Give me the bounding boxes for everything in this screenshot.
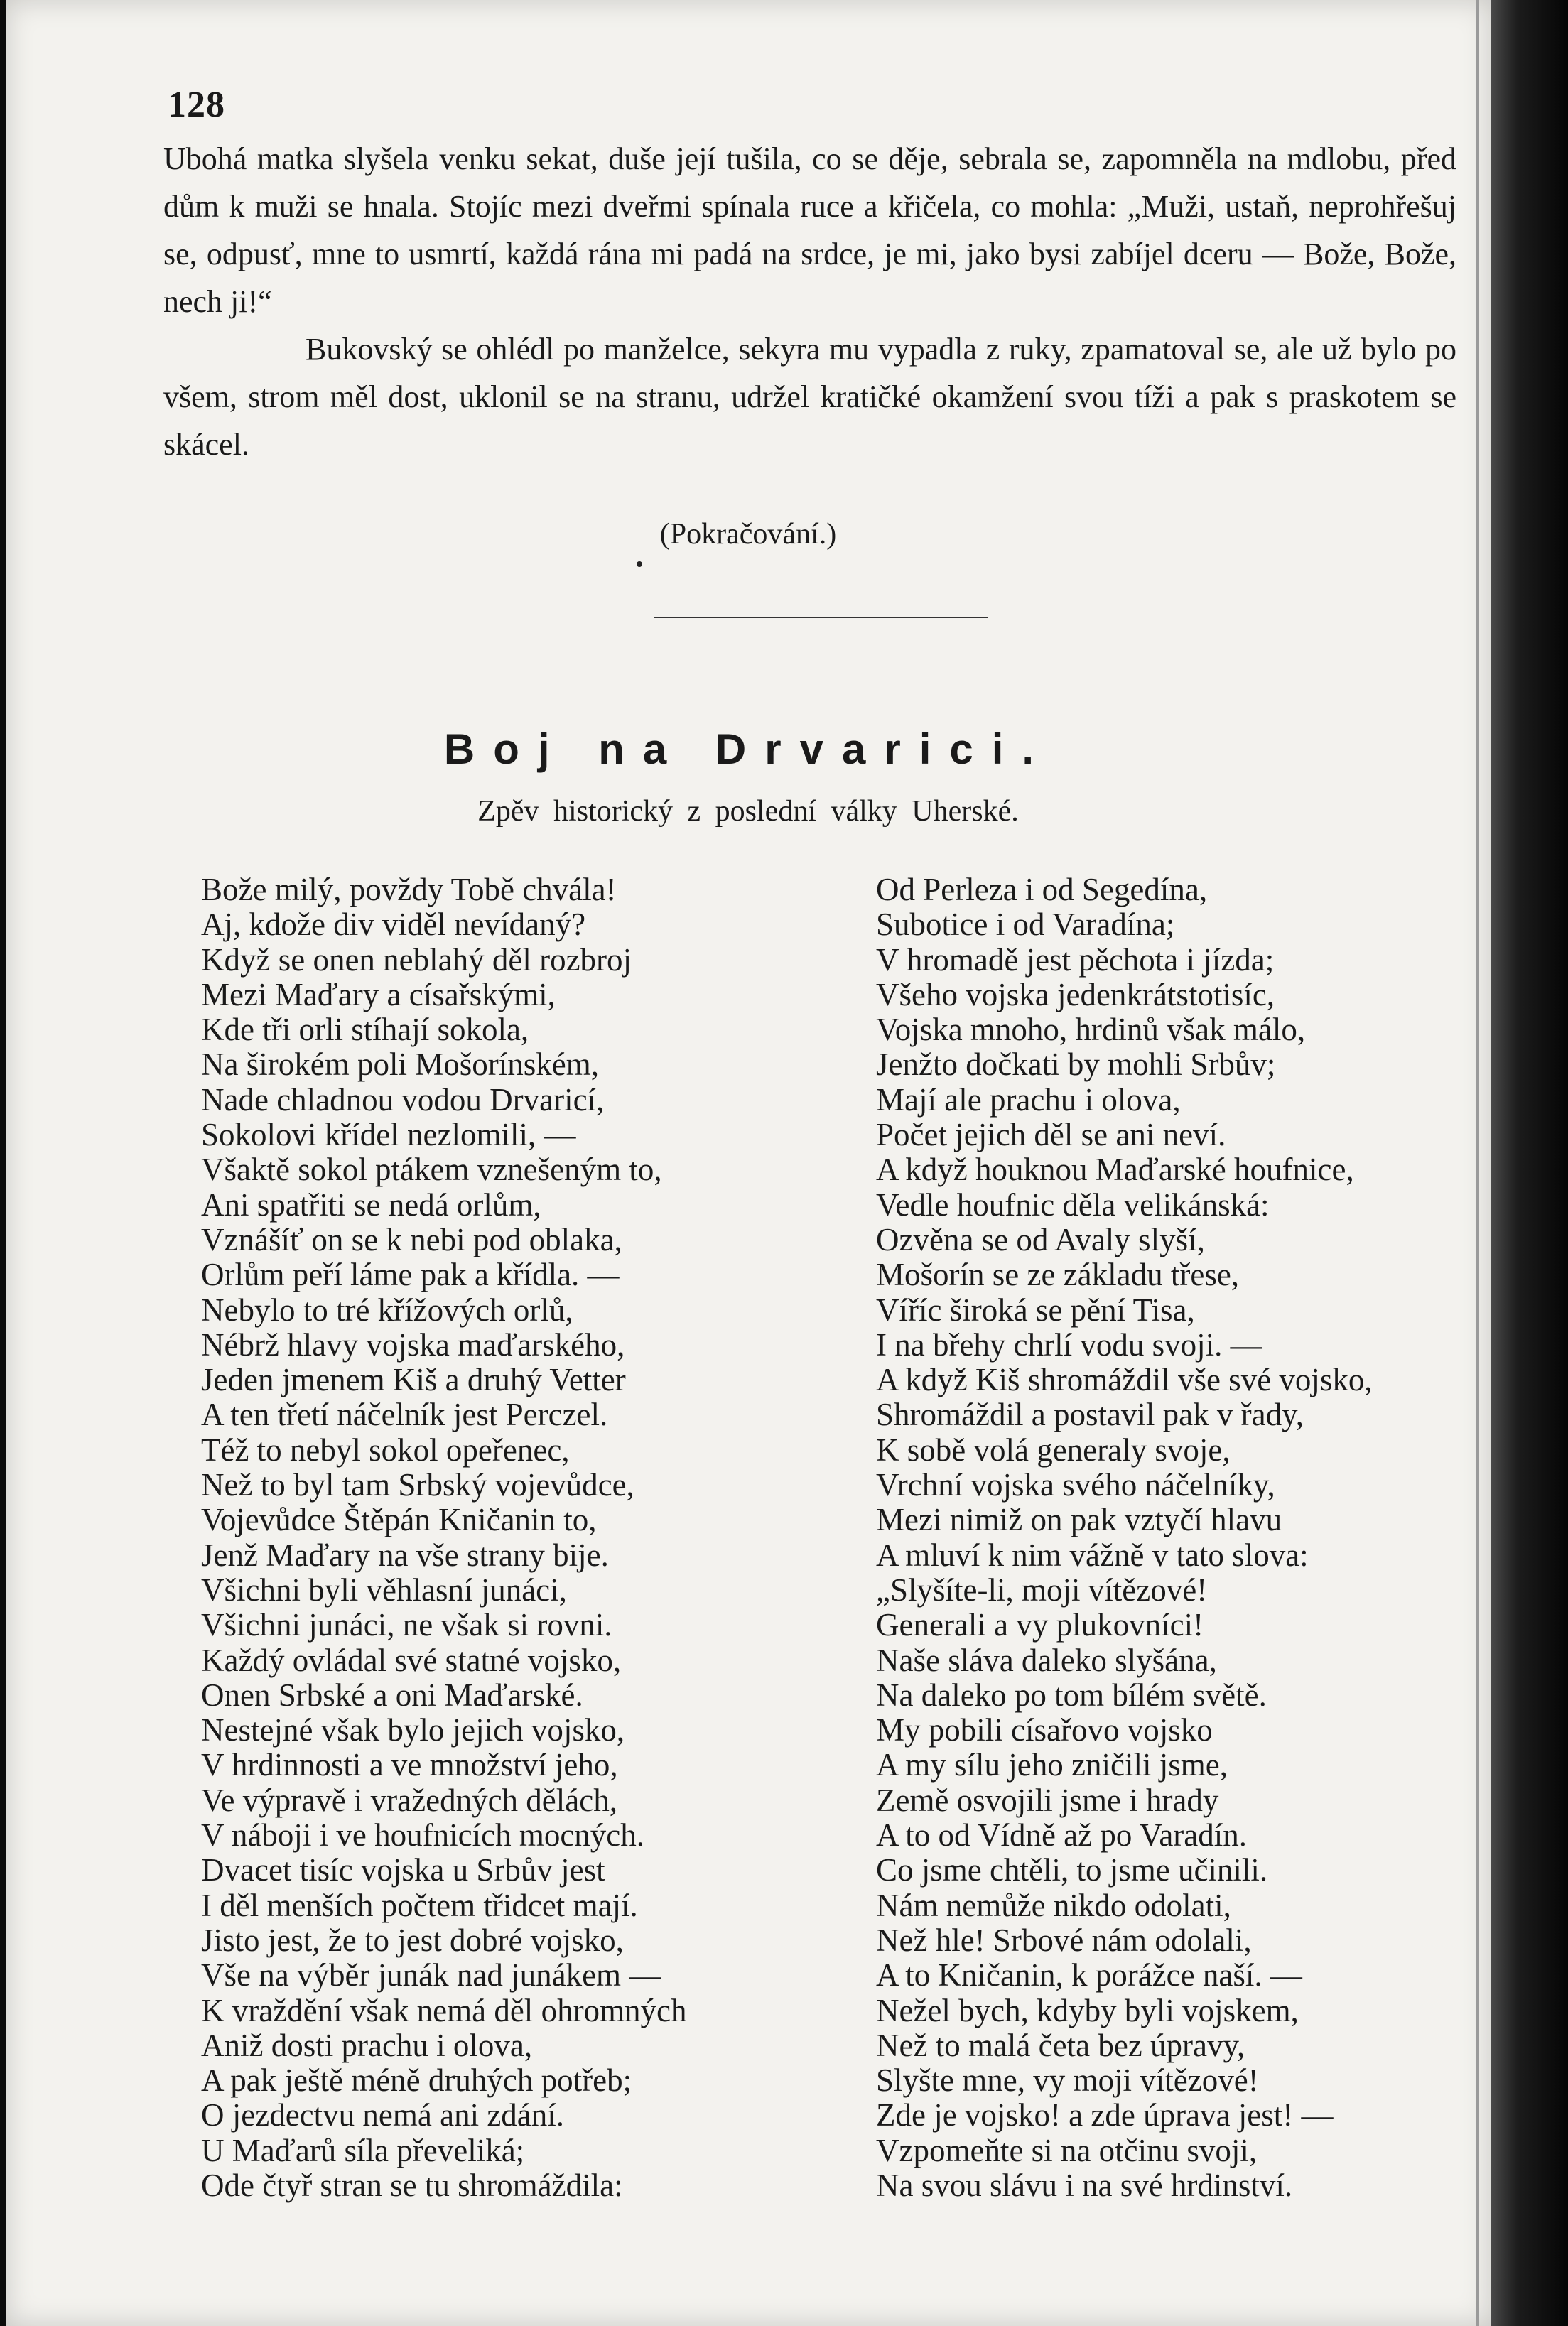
poem-line: Onen Srbské a oni Maďarské. (201, 1677, 583, 1713)
poem-line: Kde tři orli stíhají sokola, (201, 1012, 529, 1048)
book-spine (1491, 0, 1568, 2326)
poem-line: A to od Vídně až po Varadín. (876, 1817, 1248, 1854)
poem-line: Aj, kdože div viděl nevídaný? (201, 907, 586, 943)
poem-line: Než to malá četa bez úpravy, (876, 2027, 1245, 2063)
page-number: 128 (168, 85, 225, 125)
poem-line: A když Kiš shromáždil vše své vojsko, (876, 1362, 1373, 1398)
poem-line: Mezi nimiž on pak vztyčí hlavu (876, 1502, 1282, 1538)
poem-line: A mluví k nim vážně v tato slova: (876, 1537, 1309, 1573)
poem-line: V hromadě jest pěchota i jízda; (876, 941, 1275, 978)
poem-line: Na širokém poli Mošorínském, (201, 1046, 599, 1083)
poem-line: Počet jejich děl se ani neví. (876, 1117, 1226, 1153)
poem-line: Nebylo to tré křížových orlů, (201, 1292, 573, 1328)
poem-line: Jisto jest, že to jest dobré vojsko, (201, 1922, 624, 1958)
poem-line: Slyšte mne, vy moji vítězové! (876, 2062, 1259, 2099)
poem-line: My pobili císařovo vojsko (876, 1712, 1213, 1748)
poem-line: Nébrž hlavy vojska maďarského, (201, 1326, 625, 1363)
poem-line: Orlům peří láme pak a křídla. — (201, 1257, 620, 1293)
poem-line: I na břehy chrlí vodu svoji. — (876, 1326, 1262, 1363)
poem-line: Zde je vojsko! a zde úprava jest! — (876, 2097, 1334, 2133)
poem-line: Vznášíť on se k nebi pod oblaka, (201, 1221, 622, 1257)
poem-line: Mají ale prachu i olova, (876, 1081, 1181, 1118)
poem-line: Všaktě sokol ptákem vznešeným to, (201, 1152, 662, 1188)
poem-line: Než to byl tam Srbský vojevůdce, (201, 1467, 634, 1503)
poem-line: Generali a vy plukovníci! (876, 1607, 1204, 1643)
poem-line: Nežel bych, kdyby byli vojskem, (876, 1992, 1299, 2028)
poem-line: A to Kničanin, k porážce naší. — (876, 1957, 1302, 1994)
poem-line: Všeho vojska jedenkrátstotisíc, (876, 976, 1275, 1012)
poem-line: Ve výpravě i vražedných dělách, (201, 1782, 617, 1818)
poem-line: Když se onen neblahý děl rozbroj (201, 941, 632, 978)
poem-line: Aniž dosti prachu i olova, (201, 2027, 533, 2063)
poem-title: Boj na Drvarici. (443, 725, 1053, 773)
poem-line: A ten třetí náčelník jest Perczel. (201, 1397, 608, 1433)
prose-paragraph: Ubohá matka slyšela venku sekat, duše její tušila, co se děje, sebrala se, zapomněla na mdlobu, před dům k muži se hnala. Stojíc mezi dveřmi spínala ruce a křičela, co mohla: „Muži, ustaň, neprohřešuj se, odpusť, mne to usmrtí, každá rána mi padá na srdce, je mi, jako bysi zabíjel dceru — Bože, Bože, nech ji!“ (163, 141, 1456, 319)
poem-line: Každý ovládal své statné vojsko, (201, 1642, 622, 1678)
poem-subtitle: Zpěv historický z poslední války Uherské. (477, 795, 1019, 828)
poem-line: Nám nemůže nikdo odolati, (876, 1887, 1231, 1923)
continued-note: (Pokračování.) (659, 518, 837, 551)
poem-line: Naše sláva daleko slyšána, (876, 1642, 1217, 1678)
poem-line: Vzpomeňte si na otčinu svoji, (876, 2132, 1258, 2168)
poem-line: Na svou slávu i na své hrdinství. (876, 2167, 1293, 2203)
poem-line: Všichni byli věhlasní junáci, (201, 1572, 567, 1608)
poem-line: Ode čtyř stran se tu shromáždila: (201, 2167, 623, 2203)
poem-line: Nestejné však bylo jejich vojsko, (201, 1712, 625, 1748)
poem-line: Vrchní vojska svého náčelníky, (876, 1467, 1275, 1503)
poem-line: Mezi Maďary a císařskými, (201, 976, 556, 1012)
poem-line: Ani spatřiti se nedá orlům, (201, 1186, 541, 1223)
poem-line: Země osvojili jsme i hrady (876, 1782, 1219, 1818)
poem-line: V hrdinnosti a ve množství jeho, (201, 1747, 618, 1783)
poem-line: Vedle houfnic děla velikánská: (876, 1186, 1270, 1223)
poem-column-left (201, 872, 769, 2203)
poem-line: A my sílu jeho zničili jsme, (876, 1747, 1228, 1783)
book-page (6, 0, 1491, 2326)
poem-line: K sobě volá generaly svoje, (876, 1432, 1231, 1468)
poem-line: Vojska mnoho, hrdinů však málo, (876, 1012, 1306, 1048)
poem-line: Shromáždil a postavil pak v řady, (876, 1397, 1304, 1433)
poem-line: Než hle! Srbové nám odolali, (876, 1922, 1252, 1958)
poem-line: A když houknou Maďarské houfnice, (876, 1152, 1354, 1188)
poem-line: Na daleko po tom bílém světě. (876, 1677, 1267, 1713)
poem-line: Jenžto dočkati by mohli Srbův; (876, 1046, 1276, 1083)
poem-line: Nade chladnou vodou Drvaricí, (201, 1081, 605, 1118)
poem-line: Co jsme chtěli, to jsme učinili. (876, 1852, 1268, 1888)
poem-line: Vše na výběr junák nad junákem — (201, 1957, 661, 1994)
poem-line: „Slyšíte-li, moji vítězové! (876, 1572, 1208, 1608)
poem-line: O jezdectvu nemá ani zdání. (201, 2097, 565, 2133)
poem-line: Víříc široká se pění Tisa, (876, 1292, 1195, 1328)
prose-block (163, 135, 1456, 468)
poem-line: V náboji i ve houfnicích mocných. (201, 1817, 645, 1854)
poem-line: Jeden jmenem Kiš a druhý Vetter (201, 1362, 626, 1398)
poem-line: K vraždění však nemá děl ohromných (201, 1992, 687, 2028)
poem-line: Vojevůdce Štěpán Kničanin to, (201, 1502, 597, 1538)
prose-paragraph: Bukovský se ohlédl po manželce, sekyra mu vypadla z ruky, zpamatoval se, ale už bylo po všem, strom měl dost, uklonil se na stranu, udržel kratičké okamžení svou tíži a pak s praskotem se skácel. (163, 332, 1456, 462)
poem-line: Všichni junáci, ne však si rovni. (201, 1607, 612, 1643)
poem-line: I děl menších počtem třidcet mají. (201, 1887, 638, 1923)
print-speck (637, 561, 642, 567)
poem-line: Mošorín se ze základu třese, (876, 1257, 1240, 1293)
poem-line: Též to nebyl sokol opeřenec, (201, 1432, 570, 1468)
section-divider (654, 617, 988, 618)
poem-line: Dvacet tisíc vojska u Srbův jest (201, 1852, 605, 1888)
poem-column-right (876, 872, 1487, 2203)
poem-line: Ozvěna se od Avaly slyší, (876, 1221, 1205, 1257)
poem-line: Bože milý, povždy Tobě chvála! (201, 872, 617, 907)
poem-line: Sokolovi křídel nezlomili, — (201, 1117, 576, 1153)
poem-line: Od Perleza i od Segedína, (876, 872, 1208, 907)
poem-line: A pak ještě méně druhých potřeb; (201, 2062, 632, 2099)
poem-line: Jenž Maďary na vše strany bije. (201, 1537, 609, 1573)
poem-line: U Maďarů síla převeliká; (201, 2132, 525, 2168)
poem-line: Subotice i od Varadína; (876, 907, 1175, 943)
